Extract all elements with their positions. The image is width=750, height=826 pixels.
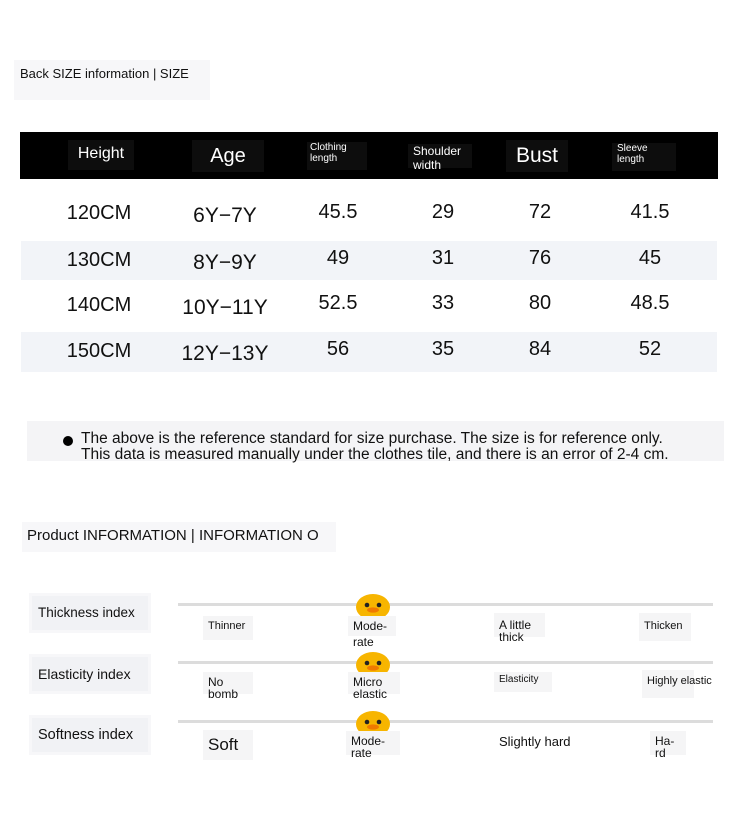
note-line-1: The above is the reference standard for size purchase. The size is for reference only. — [81, 430, 663, 447]
cell-age: 10Y−11Y — [182, 296, 268, 319]
size-table-header — [20, 132, 718, 179]
bullet-icon — [63, 436, 73, 446]
table-row — [21, 190, 717, 236]
softness-option-3: Slightly hard — [499, 734, 571, 749]
thickness-option-2: Mode-rate — [348, 616, 396, 636]
cell-sleeve: 45 — [638, 247, 662, 269]
cell-bust: 72 — [528, 201, 552, 223]
header-sleeve-length: Sleeve length — [612, 143, 676, 171]
header-clothing-length: Clothing length — [307, 142, 367, 170]
cell-shoulder: 29 — [431, 201, 455, 223]
softness-index-label: Softness index — [29, 715, 151, 755]
elasticity-scale-line — [178, 661, 713, 664]
header-age: Age — [192, 140, 264, 172]
softness-option-1: Soft — [203, 730, 253, 760]
cell-age: 8Y−9Y — [193, 251, 257, 274]
header-shoulder-width: Shoulder width — [408, 144, 472, 168]
softness-option-2: Mode-rate — [346, 731, 400, 755]
thickness-option-4: Thicken — [639, 613, 691, 641]
size-section-title: Back SIZE information | SIZE — [14, 60, 210, 100]
table-row — [21, 332, 717, 372]
header-bust: Bust — [506, 140, 568, 172]
cell-height: 140CM — [66, 294, 132, 316]
note-line-2: This data is measured manually under the clothes tile, and there is an error of 2-4 cm. — [81, 446, 669, 463]
elasticity-option-4: Highly elastic — [642, 670, 694, 698]
cell-shoulder: 35 — [431, 338, 455, 360]
cell-sleeve: 52 — [638, 338, 662, 360]
cell-bust: 84 — [528, 338, 552, 360]
thickness-option-1: Thinner — [203, 616, 253, 640]
cell-clothing-length: 45.5 — [318, 201, 358, 223]
elasticity-option-1: No bomb — [203, 672, 253, 694]
cell-clothing-length: 49 — [326, 247, 350, 269]
cell-bust: 76 — [528, 247, 552, 269]
cell-height: 150CM — [66, 340, 132, 362]
cell-shoulder: 31 — [431, 247, 455, 269]
table-row — [21, 241, 717, 280]
thickness-index-label: Thickness index — [29, 593, 151, 633]
thickness-scale-line — [178, 603, 713, 606]
cell-sleeve: 41.5 — [630, 201, 670, 223]
elasticity-index-label: Elasticity index — [29, 654, 151, 694]
cell-age: 12Y−13Y — [181, 342, 269, 365]
cell-clothing-length: 56 — [326, 338, 350, 360]
cell-height: 130CM — [66, 249, 132, 271]
cell-clothing-length: 52.5 — [318, 292, 358, 314]
softness-scale-line — [178, 720, 713, 723]
cell-bust: 80 — [528, 292, 552, 314]
duck-marker-icon — [355, 585, 391, 619]
product-section-title: Product INFORMATION | INFORMATION O — [22, 522, 336, 552]
table-row — [21, 284, 717, 328]
cell-age: 6Y−7Y — [193, 204, 257, 227]
cell-sleeve: 48.5 — [630, 292, 670, 314]
cell-height: 120CM — [66, 202, 132, 224]
size-note — [27, 421, 724, 461]
cell-shoulder: 33 — [431, 292, 455, 314]
softness-option-4: Ha-rd — [650, 731, 686, 755]
header-height: Height — [68, 140, 134, 170]
thickness-option-3: A little thick — [494, 613, 545, 637]
elasticity-option-2: Micro elastic — [348, 672, 400, 694]
elasticity-option-3: Elasticity — [494, 672, 552, 692]
